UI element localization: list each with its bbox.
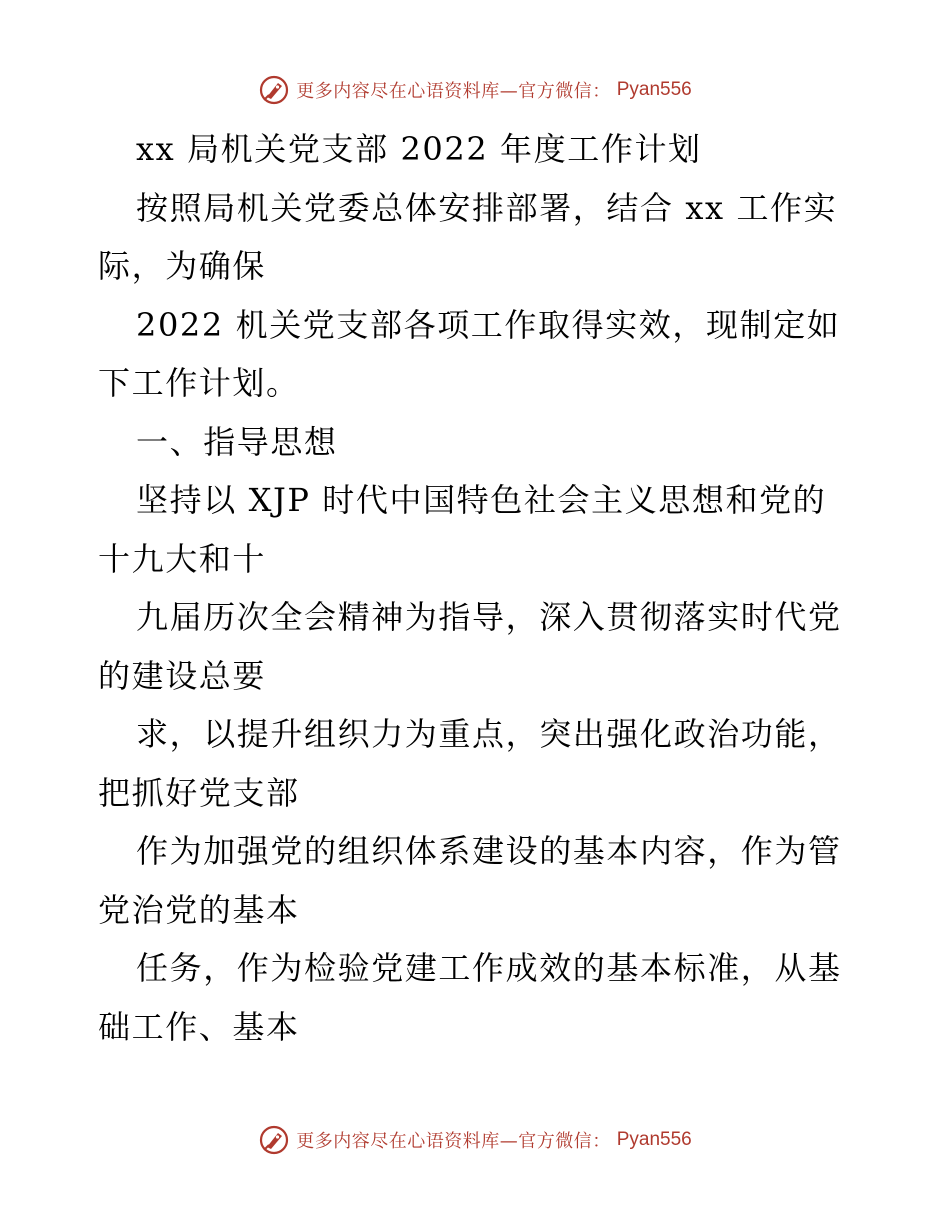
document-body <box>98 120 858 1056</box>
paragraph-line: 坚持以 XJP 时代中国特色社会主义思想和党的 <box>136 481 827 519</box>
banner-wechat-id: Pyan556 <box>616 79 692 100</box>
pen-nib-circle-icon <box>258 74 290 106</box>
paragraph-line: 党治党的基本 <box>98 890 300 929</box>
paragraph-line: 九届历次全会精神为指导，深入贯彻落实时代党 <box>136 598 842 636</box>
banner-wechat-id: Pyan556 <box>616 1129 692 1150</box>
paragraph-line: 际，为确保 <box>98 247 267 285</box>
paragraph-line: 十九大和十 <box>98 539 267 578</box>
paragraph-line: 求，以提升组织力为重点，突出强化政治功能， <box>136 715 842 753</box>
paragraph-line: 下工作计划。 <box>98 364 300 402</box>
footer-banner <box>0 1122 950 1158</box>
document-title: xx 局机关党支部 2022 年度工作计划 <box>136 130 702 168</box>
pen-nib-circle-icon <box>258 1124 290 1156</box>
banner-promo-text: 更多内容尽在心语资料库—官方微信： <box>296 81 611 102</box>
paragraph-line: 任务，作为检验党建工作成效的基本标准，从基 <box>136 949 842 987</box>
header-banner <box>0 72 950 108</box>
paragraph-line: 把抓好党支部 <box>98 773 300 812</box>
paragraph-line: 2022 机关党支部各项工作取得实效，现制定如 <box>136 305 841 344</box>
banner-promo-text: 更多内容尽在心语资料库—官方微信： <box>296 1131 611 1152</box>
paragraph-line: 的建设总要 <box>98 656 267 695</box>
paragraph-line: 作为加强党的组织体系建设的基本内容，作为管 <box>136 832 842 870</box>
section-heading: 一、指导思想 <box>136 422 338 461</box>
paragraph-line: 按照局机关党委总体安排部署，结合 xx 工作实 <box>136 188 838 227</box>
paragraph-line: 础工作、基本 <box>98 1007 300 1046</box>
